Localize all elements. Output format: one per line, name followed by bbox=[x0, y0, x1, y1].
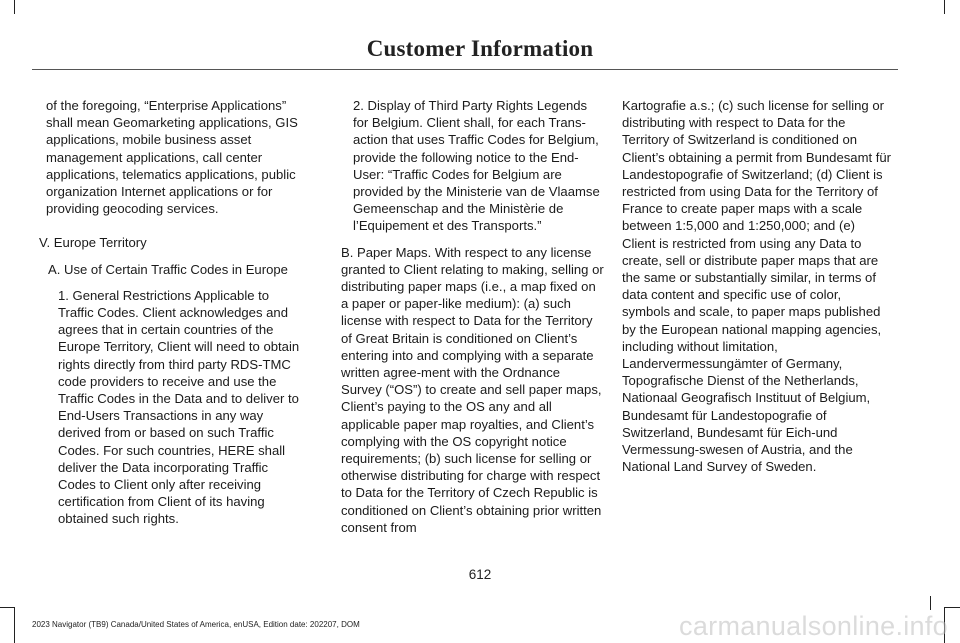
crop-mark-bottom-left-h bbox=[0, 607, 15, 608]
header-divider bbox=[32, 69, 898, 70]
paragraph-paper-maps-continued: Kartografie a.s.; (c) such license for selling or distributing with respect to Data for the Territory of Switzerland is conditioned on Client’s obtaining a permit from Bundesamt für Landestopografie of Switzerland; (d) Client is restricted from using Data for the Territory of France to create paper maps with a scale between 1:5,000 and 1:250,000; and (e) Client is restricted from using any Data to create, sell or distribute paper maps that are the same or substantially similar, in terms of data content and specific use of color, symbols and scale, to paper maps published by the European national mapping agencies, including without limitation, Landervermessungämter of Germany, Topografische Dienst of the Netherlands, Nationaal Geografisch Instituut of Belgium, Bundesamt für Landestopografie of Switzerland, Bundesamt für Eich-und Vermessung-swesen of Austria, and the National Land Survey of Sweden. bbox=[622, 98, 892, 475]
edition-footer: 2023 Navigator (TB9) Canada/United States of America, enUSA, Edition date: 202207, DOM bbox=[32, 620, 360, 629]
crop-mark-bottom-center-left bbox=[930, 596, 931, 610]
watermark: carmanualsonline.info bbox=[679, 611, 948, 641]
text-column-1 bbox=[39, 97, 306, 528]
page-number: 612 bbox=[468, 567, 492, 582]
crop-mark-bottom-right-h bbox=[944, 607, 960, 608]
page-title: Customer Information bbox=[366, 36, 594, 61]
paragraph-belgium-legends: 2. Display of Third Party Rights Legends for Belgium. Client shall, for each Trans-action that uses Traffic Codes for Belgium, provide the following notice to the End-User: “Traffic Codes for Belgium are provided by the Ministerie van de Vlaamse Gemeenschap and the Ministèrie de l’Equipement et des Transports.” bbox=[353, 98, 600, 234]
text-column-3 bbox=[622, 97, 892, 475]
crop-mark-top-right bbox=[944, 0, 945, 14]
text-column-2 bbox=[341, 97, 604, 536]
paragraph-general-restrictions: 1. General Restrictions Applicable to Traffic Codes. Client acknowledges and agrees that in certain countries of the Europe Territory, Client will need to obtain rights directly from third party RDS-TMC code providers to receive and use the Traffic Codes in the Data and to deliver to End-Users Transactions in any way derived from or based on such Traffic Codes. For such countries, HERE shall deliver the Data incorporating Traffic Codes to Client only after receiving certification from Client of its having obtained such rights. bbox=[58, 287, 300, 527]
paragraph-paper-maps: B. Paper Maps. With respect to any license granted to Client relating to making, selling or distributing paper maps (i.e., a map fixed on a paper or paper-like medium): (a) such license with respect to Data for the Territory of Great Britain is conditioned on Client’s entering into and complying with a separate written agree-ment with the Ordnance Survey (“OS”) to create and sell paper maps, Client’s paying to the OS any and all applicable paper map royalties, and Client’s complying with the OS copyright notice requirements; (b) such license for selling or otherwise distributing for charge with respect to Data for the Territory of Czech Republic is conditioned on Client’s obtaining prior written consent from bbox=[341, 244, 604, 535]
crop-mark-bottom-left bbox=[14, 607, 15, 643]
paragraph-enterprise-applications: of the foregoing, “Enterprise Applications” shall mean Geomarketing applications, GIS applications, mobile business asset management applications, call center applications, telematics applications, public organization Internet applications or for providing geocoding services. bbox=[46, 98, 298, 217]
heading-traffic-codes: A. Use of Certain Traffic Codes in Europe bbox=[48, 261, 288, 277]
heading-europe-territory: V. Europe Territory bbox=[39, 235, 147, 251]
crop-mark-top-left bbox=[14, 0, 15, 14]
